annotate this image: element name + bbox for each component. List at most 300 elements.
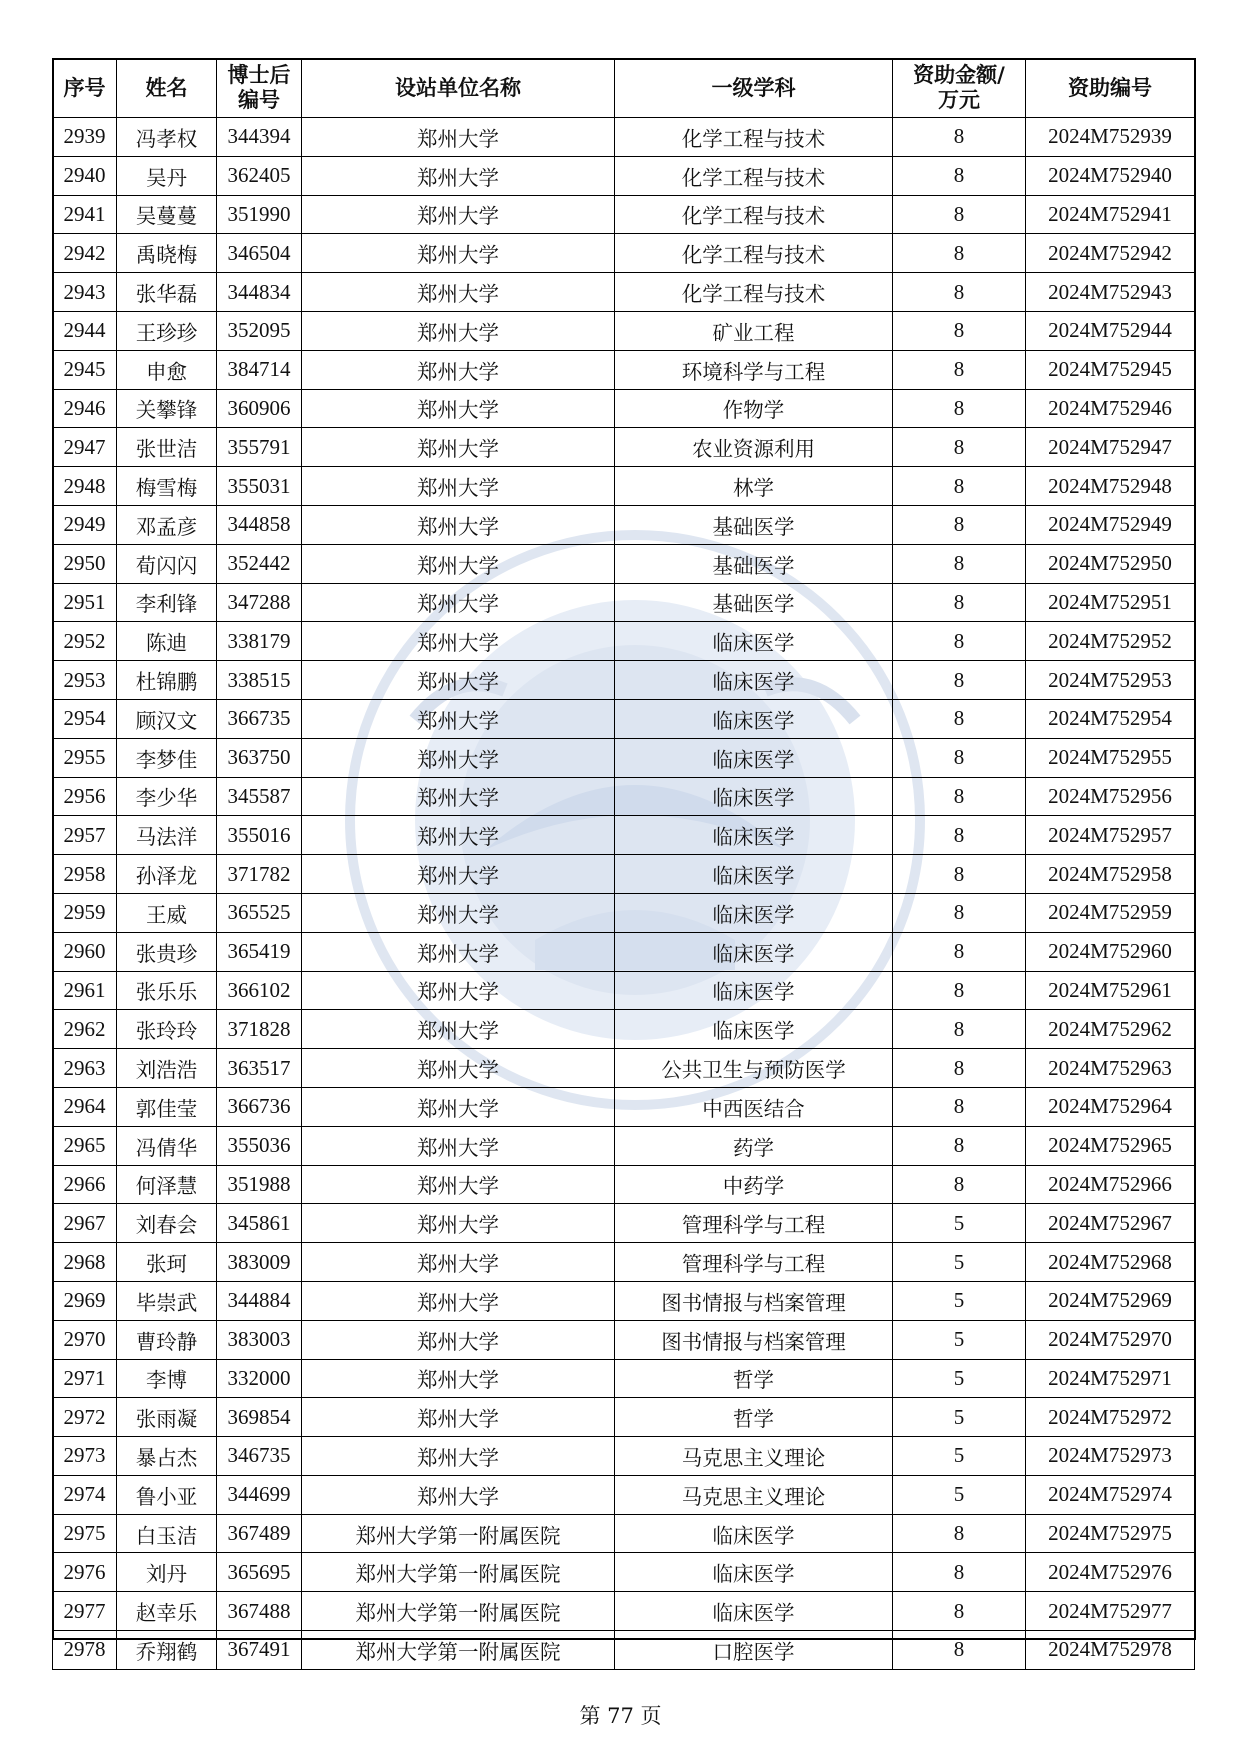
- cell-postdoc-id: 355036: [217, 1126, 302, 1165]
- cell-index: 2978: [53, 1631, 117, 1670]
- cell-institution: 郑州大学: [302, 971, 615, 1010]
- cell-amount: 8: [893, 1592, 1026, 1631]
- cell-name: 李少华: [117, 777, 217, 816]
- table-row: [53, 505, 1195, 544]
- table-row: [53, 1592, 1195, 1631]
- cell-name: 赵幸乐: [117, 1592, 217, 1631]
- cell-name: 张雨凝: [117, 1398, 217, 1437]
- cell-index: 2949: [53, 505, 117, 544]
- cell-postdoc-id: 345587: [217, 777, 302, 816]
- cell-postdoc-id: 383009: [217, 1243, 302, 1282]
- cell-grant-id: 2024M752971: [1026, 1359, 1195, 1398]
- cell-institution: 郑州大学: [302, 118, 615, 157]
- cell-institution: 郑州大学: [302, 1398, 615, 1437]
- table-row: [53, 855, 1195, 894]
- cell-index: 2977: [53, 1592, 117, 1631]
- cell-institution: 郑州大学: [302, 932, 615, 971]
- cell-index: 2969: [53, 1281, 117, 1320]
- cell-amount: 8: [893, 273, 1026, 312]
- table-row: [53, 311, 1195, 350]
- cell-institution: 郑州大学: [302, 195, 615, 234]
- cell-amount: 5: [893, 1320, 1026, 1359]
- cell-institution: 郑州大学: [302, 622, 615, 661]
- cell-index: 2961: [53, 971, 117, 1010]
- cell-grant-id: 2024M752973: [1026, 1437, 1195, 1476]
- cell-grant-id: 2024M752970: [1026, 1320, 1195, 1359]
- col-header-discipline: 一级学科: [615, 59, 893, 118]
- cell-grant-id: 2024M752955: [1026, 738, 1195, 777]
- cell-institution: 郑州大学: [302, 1126, 615, 1165]
- cell-index: 2956: [53, 777, 117, 816]
- cell-institution: 郑州大学: [302, 350, 615, 389]
- cell-name: 孙泽龙: [117, 855, 217, 894]
- cell-grant-id: 2024M752944: [1026, 311, 1195, 350]
- cell-discipline: 口腔医学: [615, 1631, 893, 1670]
- cell-amount: 5: [893, 1398, 1026, 1437]
- cell-grant-id: 2024M752943: [1026, 273, 1195, 312]
- cell-discipline: 临床医学: [615, 699, 893, 738]
- table-row: [53, 1165, 1195, 1204]
- cell-postdoc-id: 338179: [217, 622, 302, 661]
- cell-institution: 郑州大学: [302, 273, 615, 312]
- cell-discipline: 化学工程与技术: [615, 234, 893, 273]
- cell-index: 2958: [53, 855, 117, 894]
- cell-grant-id: 2024M752967: [1026, 1204, 1195, 1243]
- cell-postdoc-id: 366736: [217, 1087, 302, 1126]
- cell-discipline: 临床医学: [615, 816, 893, 855]
- table-header-row: [53, 59, 1195, 118]
- cell-discipline: 基础医学: [615, 505, 893, 544]
- cell-name: 李梦佳: [117, 738, 217, 777]
- cell-discipline: 图书情报与档案管理: [615, 1320, 893, 1359]
- cell-institution: 郑州大学第一附属医院: [302, 1631, 615, 1670]
- cell-postdoc-id: 351990: [217, 195, 302, 234]
- cell-discipline: 矿业工程: [615, 311, 893, 350]
- cell-postdoc-id: 365695: [217, 1553, 302, 1592]
- cell-amount: 8: [893, 234, 1026, 273]
- cell-discipline: 临床医学: [615, 1010, 893, 1049]
- cell-amount: 5: [893, 1475, 1026, 1514]
- col-header-institution: 设站单位名称: [302, 59, 615, 118]
- cell-grant-id: 2024M752975: [1026, 1514, 1195, 1553]
- cell-postdoc-id: 352442: [217, 544, 302, 583]
- cell-discipline: 中西医结合: [615, 1087, 893, 1126]
- cell-discipline: 临床医学: [615, 1514, 893, 1553]
- cell-amount: 8: [893, 1631, 1026, 1670]
- funding-table: [52, 58, 1195, 1670]
- table-row: [53, 1204, 1195, 1243]
- cell-postdoc-id: 332000: [217, 1359, 302, 1398]
- cell-discipline: 环境科学与工程: [615, 350, 893, 389]
- cell-discipline: 马克思主义理论: [615, 1475, 893, 1514]
- cell-amount: 8: [893, 156, 1026, 195]
- cell-index: 2957: [53, 816, 117, 855]
- cell-amount: 5: [893, 1281, 1026, 1320]
- cell-discipline: 临床医学: [615, 893, 893, 932]
- cell-name: 白玉洁: [117, 1514, 217, 1553]
- cell-amount: 8: [893, 1126, 1026, 1165]
- table-row: [53, 1359, 1195, 1398]
- table-row: [53, 1631, 1195, 1670]
- cell-discipline: 哲学: [615, 1398, 893, 1437]
- cell-discipline: 化学工程与技术: [615, 273, 893, 312]
- cell-postdoc-id: 367488: [217, 1592, 302, 1631]
- cell-name: 暴占杰: [117, 1437, 217, 1476]
- cell-institution: 郑州大学: [302, 505, 615, 544]
- cell-discipline: 管理科学与工程: [615, 1204, 893, 1243]
- cell-amount: 8: [893, 505, 1026, 544]
- cell-grant-id: 2024M752960: [1026, 932, 1195, 971]
- table-row: [53, 1010, 1195, 1049]
- cell-postdoc-id: 371782: [217, 855, 302, 894]
- table-row: [53, 350, 1195, 389]
- cell-institution: 郑州大学: [302, 777, 615, 816]
- cell-index: 2965: [53, 1126, 117, 1165]
- cell-institution: 郑州大学: [302, 816, 615, 855]
- cell-institution: 郑州大学: [302, 428, 615, 467]
- cell-amount: 5: [893, 1204, 1026, 1243]
- cell-amount: 8: [893, 195, 1026, 234]
- col-header-amount: 资助金额/ 万元: [893, 59, 1026, 118]
- cell-postdoc-id: 347288: [217, 583, 302, 622]
- cell-index: 2945: [53, 350, 117, 389]
- cell-amount: 8: [893, 428, 1026, 467]
- cell-index: 2942: [53, 234, 117, 273]
- table-row: [53, 738, 1195, 777]
- cell-index: 2951: [53, 583, 117, 622]
- cell-postdoc-id: 366735: [217, 699, 302, 738]
- cell-postdoc-id: 367491: [217, 1631, 302, 1670]
- cell-postdoc-id: 362405: [217, 156, 302, 195]
- cell-index: 2973: [53, 1437, 117, 1476]
- cell-index: 2972: [53, 1398, 117, 1437]
- cell-name: 冯孝权: [117, 118, 217, 157]
- cell-grant-id: 2024M752956: [1026, 777, 1195, 816]
- cell-institution: 郑州大学: [302, 699, 615, 738]
- cell-institution: 郑州大学第一附属医院: [302, 1514, 615, 1553]
- col-header-name: 姓名: [117, 59, 217, 118]
- cell-index: 2976: [53, 1553, 117, 1592]
- cell-index: 2959: [53, 893, 117, 932]
- cell-discipline: 临床医学: [615, 1592, 893, 1631]
- cell-amount: 5: [893, 1437, 1026, 1476]
- cell-index: 2955: [53, 738, 117, 777]
- table-row: [53, 1514, 1195, 1553]
- cell-discipline: 临床医学: [615, 1553, 893, 1592]
- cell-amount: 8: [893, 1553, 1026, 1592]
- cell-name: 李博: [117, 1359, 217, 1398]
- cell-index: 2968: [53, 1243, 117, 1282]
- cell-postdoc-id: 352095: [217, 311, 302, 350]
- cell-postdoc-id: 366102: [217, 971, 302, 1010]
- cell-grant-id: 2024M752954: [1026, 699, 1195, 738]
- cell-amount: 8: [893, 467, 1026, 506]
- cell-discipline: 临床医学: [615, 932, 893, 971]
- cell-name: 何泽慧: [117, 1165, 217, 1204]
- cell-grant-id: 2024M752977: [1026, 1592, 1195, 1631]
- table-row: [53, 583, 1195, 622]
- cell-postdoc-id: 338515: [217, 661, 302, 700]
- cell-postdoc-id: 384714: [217, 350, 302, 389]
- cell-discipline: 基础医学: [615, 544, 893, 583]
- cell-discipline: 哲学: [615, 1359, 893, 1398]
- cell-discipline: 马克思主义理论: [615, 1437, 893, 1476]
- cell-grant-id: 2024M752951: [1026, 583, 1195, 622]
- page-number: 第 77 页: [579, 1704, 662, 1728]
- cell-name: 吴丹: [117, 156, 217, 195]
- cell-name: 刘春会: [117, 1204, 217, 1243]
- cell-grant-id: 2024M752941: [1026, 195, 1195, 234]
- cell-index: 2943: [53, 273, 117, 312]
- cell-index: 2948: [53, 467, 117, 506]
- cell-index: 2963: [53, 1049, 117, 1088]
- cell-postdoc-id: 344699: [217, 1475, 302, 1514]
- cell-amount: 5: [893, 1359, 1026, 1398]
- cell-name: 梅雪梅: [117, 467, 217, 506]
- cell-amount: 8: [893, 118, 1026, 157]
- cell-amount: 8: [893, 1010, 1026, 1049]
- cell-grant-id: 2024M752950: [1026, 544, 1195, 583]
- cell-postdoc-id: 363517: [217, 1049, 302, 1088]
- cell-amount: 8: [893, 893, 1026, 932]
- cell-index: 2947: [53, 428, 117, 467]
- cell-index: 2962: [53, 1010, 117, 1049]
- table-row: [53, 1281, 1195, 1320]
- cell-institution: 郑州大学: [302, 583, 615, 622]
- cell-postdoc-id: 355791: [217, 428, 302, 467]
- cell-name: 吴蔓蔓: [117, 195, 217, 234]
- cell-amount: 8: [893, 1049, 1026, 1088]
- col-header-index: 序号: [53, 59, 117, 118]
- cell-index: 2952: [53, 622, 117, 661]
- table-row: [53, 816, 1195, 855]
- cell-amount: 8: [893, 1087, 1026, 1126]
- cell-name: 申愈: [117, 350, 217, 389]
- cell-postdoc-id: 365419: [217, 932, 302, 971]
- cell-index: 2950: [53, 544, 117, 583]
- cell-discipline: 管理科学与工程: [615, 1243, 893, 1282]
- cell-discipline: 临床医学: [615, 738, 893, 777]
- table-row: [53, 893, 1195, 932]
- cell-postdoc-id: 346504: [217, 234, 302, 273]
- cell-grant-id: 2024M752947: [1026, 428, 1195, 467]
- cell-institution: 郑州大学: [302, 467, 615, 506]
- cell-index: 2941: [53, 195, 117, 234]
- cell-postdoc-id: 367489: [217, 1514, 302, 1553]
- cell-amount: 8: [893, 350, 1026, 389]
- cell-name: 乔翔鹤: [117, 1631, 217, 1670]
- table-row: [53, 1398, 1195, 1437]
- cell-amount: 8: [893, 738, 1026, 777]
- cell-institution: 郑州大学: [302, 1320, 615, 1359]
- table-row: [53, 661, 1195, 700]
- cell-discipline: 图书情报与档案管理: [615, 1281, 893, 1320]
- table-row: [53, 156, 1195, 195]
- cell-name: 李利锋: [117, 583, 217, 622]
- cell-institution: 郑州大学: [302, 156, 615, 195]
- cell-discipline: 临床医学: [615, 855, 893, 894]
- cell-grant-id: 2024M752968: [1026, 1243, 1195, 1282]
- cell-name: 陈迪: [117, 622, 217, 661]
- cell-index: 2940: [53, 156, 117, 195]
- cell-amount: 8: [893, 583, 1026, 622]
- cell-grant-id: 2024M752966: [1026, 1165, 1195, 1204]
- cell-discipline: 化学工程与技术: [615, 195, 893, 234]
- table-row: [53, 428, 1195, 467]
- cell-grant-id: 2024M752942: [1026, 234, 1195, 273]
- cell-discipline: 林学: [615, 467, 893, 506]
- cell-grant-id: 2024M752946: [1026, 389, 1195, 428]
- cell-discipline: 中药学: [615, 1165, 893, 1204]
- table-row: [53, 777, 1195, 816]
- cell-name: 曹玲静: [117, 1320, 217, 1359]
- table-row: [53, 932, 1195, 971]
- cell-name: 张玲玲: [117, 1010, 217, 1049]
- cell-amount: 8: [893, 855, 1026, 894]
- cell-name: 顾汉文: [117, 699, 217, 738]
- cell-postdoc-id: 363750: [217, 738, 302, 777]
- cell-amount: 8: [893, 544, 1026, 583]
- cell-amount: 8: [893, 311, 1026, 350]
- cell-grant-id: 2024M752961: [1026, 971, 1195, 1010]
- cell-institution: 郑州大学: [302, 893, 615, 932]
- table-row: [53, 1087, 1195, 1126]
- cell-name: 王威: [117, 893, 217, 932]
- cell-grant-id: 2024M752952: [1026, 622, 1195, 661]
- cell-postdoc-id: 369854: [217, 1398, 302, 1437]
- cell-postdoc-id: 355016: [217, 816, 302, 855]
- cell-amount: 8: [893, 777, 1026, 816]
- cell-postdoc-id: 344858: [217, 505, 302, 544]
- col-header-postdoc-id: 博士后 编号: [217, 59, 302, 118]
- cell-grant-id: 2024M752959: [1026, 893, 1195, 932]
- cell-institution: 郑州大学: [302, 1243, 615, 1282]
- cell-institution: 郑州大学: [302, 1049, 615, 1088]
- table-row: [53, 1243, 1195, 1282]
- cell-grant-id: 2024M752963: [1026, 1049, 1195, 1088]
- cell-name: 刘丹: [117, 1553, 217, 1592]
- cell-amount: 8: [893, 971, 1026, 1010]
- cell-name: 荀闪闪: [117, 544, 217, 583]
- table-row: [53, 234, 1195, 273]
- table-row: [53, 389, 1195, 428]
- cell-institution: 郑州大学: [302, 1437, 615, 1476]
- table-row: [53, 699, 1195, 738]
- cell-institution: 郑州大学: [302, 738, 615, 777]
- cell-index: 2939: [53, 118, 117, 157]
- cell-name: 杜锦鹏: [117, 661, 217, 700]
- cell-amount: 8: [893, 1165, 1026, 1204]
- cell-name: 冯倩华: [117, 1126, 217, 1165]
- cell-institution: 郑州大学: [302, 855, 615, 894]
- cell-grant-id: 2024M752976: [1026, 1553, 1195, 1592]
- cell-index: 2974: [53, 1475, 117, 1514]
- cell-postdoc-id: 345861: [217, 1204, 302, 1243]
- cell-institution: 郑州大学: [302, 234, 615, 273]
- cell-postdoc-id: 344834: [217, 273, 302, 312]
- cell-name: 鲁小亚: [117, 1475, 217, 1514]
- cell-institution: 郑州大学: [302, 1087, 615, 1126]
- cell-grant-id: 2024M752974: [1026, 1475, 1195, 1514]
- cell-name: 郭佳莹: [117, 1087, 217, 1126]
- table-row: [53, 622, 1195, 661]
- cell-index: 2966: [53, 1165, 117, 1204]
- table-row: [53, 544, 1195, 583]
- cell-grant-id: 2024M752969: [1026, 1281, 1195, 1320]
- cell-name: 张乐乐: [117, 971, 217, 1010]
- cell-name: 张贵珍: [117, 932, 217, 971]
- cell-index: 2964: [53, 1087, 117, 1126]
- cell-name: 毕崇武: [117, 1281, 217, 1320]
- cell-grant-id: 2024M752948: [1026, 467, 1195, 506]
- cell-name: 马法洋: [117, 816, 217, 855]
- cell-grant-id: 2024M752965: [1026, 1126, 1195, 1165]
- cell-discipline: 化学工程与技术: [615, 118, 893, 157]
- cell-postdoc-id: 346735: [217, 1437, 302, 1476]
- cell-discipline: 临床医学: [615, 622, 893, 661]
- cell-postdoc-id: 344394: [217, 118, 302, 157]
- cell-name: 王珍珍: [117, 311, 217, 350]
- cell-postdoc-id: 344884: [217, 1281, 302, 1320]
- cell-grant-id: 2024M752972: [1026, 1398, 1195, 1437]
- table-row: [53, 1553, 1195, 1592]
- cell-index: 2960: [53, 932, 117, 971]
- table-row: [53, 118, 1195, 157]
- cell-institution: 郑州大学: [302, 1010, 615, 1049]
- cell-amount: 8: [893, 932, 1026, 971]
- cell-index: 2971: [53, 1359, 117, 1398]
- cell-institution: 郑州大学: [302, 661, 615, 700]
- cell-amount: 5: [893, 1243, 1026, 1282]
- cell-grant-id: 2024M752953: [1026, 661, 1195, 700]
- table-row: [53, 1126, 1195, 1165]
- cell-index: 2975: [53, 1514, 117, 1553]
- cell-grant-id: 2024M752940: [1026, 156, 1195, 195]
- cell-index: 2970: [53, 1320, 117, 1359]
- cell-discipline: 公共卫生与预防医学: [615, 1049, 893, 1088]
- cell-index: 2953: [53, 661, 117, 700]
- cell-institution: 郑州大学: [302, 1359, 615, 1398]
- cell-grant-id: 2024M752978: [1026, 1631, 1195, 1670]
- cell-amount: 8: [893, 389, 1026, 428]
- cell-grant-id: 2024M752957: [1026, 816, 1195, 855]
- cell-discipline: 临床医学: [615, 971, 893, 1010]
- table-row: [53, 1475, 1195, 1514]
- cell-discipline: 临床医学: [615, 661, 893, 700]
- cell-index: 2967: [53, 1204, 117, 1243]
- table-row: [53, 467, 1195, 506]
- cell-discipline: 农业资源利用: [615, 428, 893, 467]
- cell-institution: 郑州大学: [302, 389, 615, 428]
- cell-grant-id: 2024M752962: [1026, 1010, 1195, 1049]
- cell-discipline: 化学工程与技术: [615, 156, 893, 195]
- table-row: [53, 273, 1195, 312]
- cell-postdoc-id: 355031: [217, 467, 302, 506]
- cell-institution: 郑州大学第一附属医院: [302, 1592, 615, 1631]
- cell-index: 2946: [53, 389, 117, 428]
- cell-discipline: 临床医学: [615, 777, 893, 816]
- cell-institution: 郑州大学: [302, 1165, 615, 1204]
- cell-grant-id: 2024M752939: [1026, 118, 1195, 157]
- cell-amount: 8: [893, 1514, 1026, 1553]
- cell-name: 张华磊: [117, 273, 217, 312]
- cell-grant-id: 2024M752945: [1026, 350, 1195, 389]
- cell-institution: 郑州大学: [302, 1204, 615, 1243]
- cell-grant-id: 2024M752964: [1026, 1087, 1195, 1126]
- cell-institution: 郑州大学: [302, 544, 615, 583]
- cell-institution: 郑州大学: [302, 311, 615, 350]
- cell-name: 邓孟彦: [117, 505, 217, 544]
